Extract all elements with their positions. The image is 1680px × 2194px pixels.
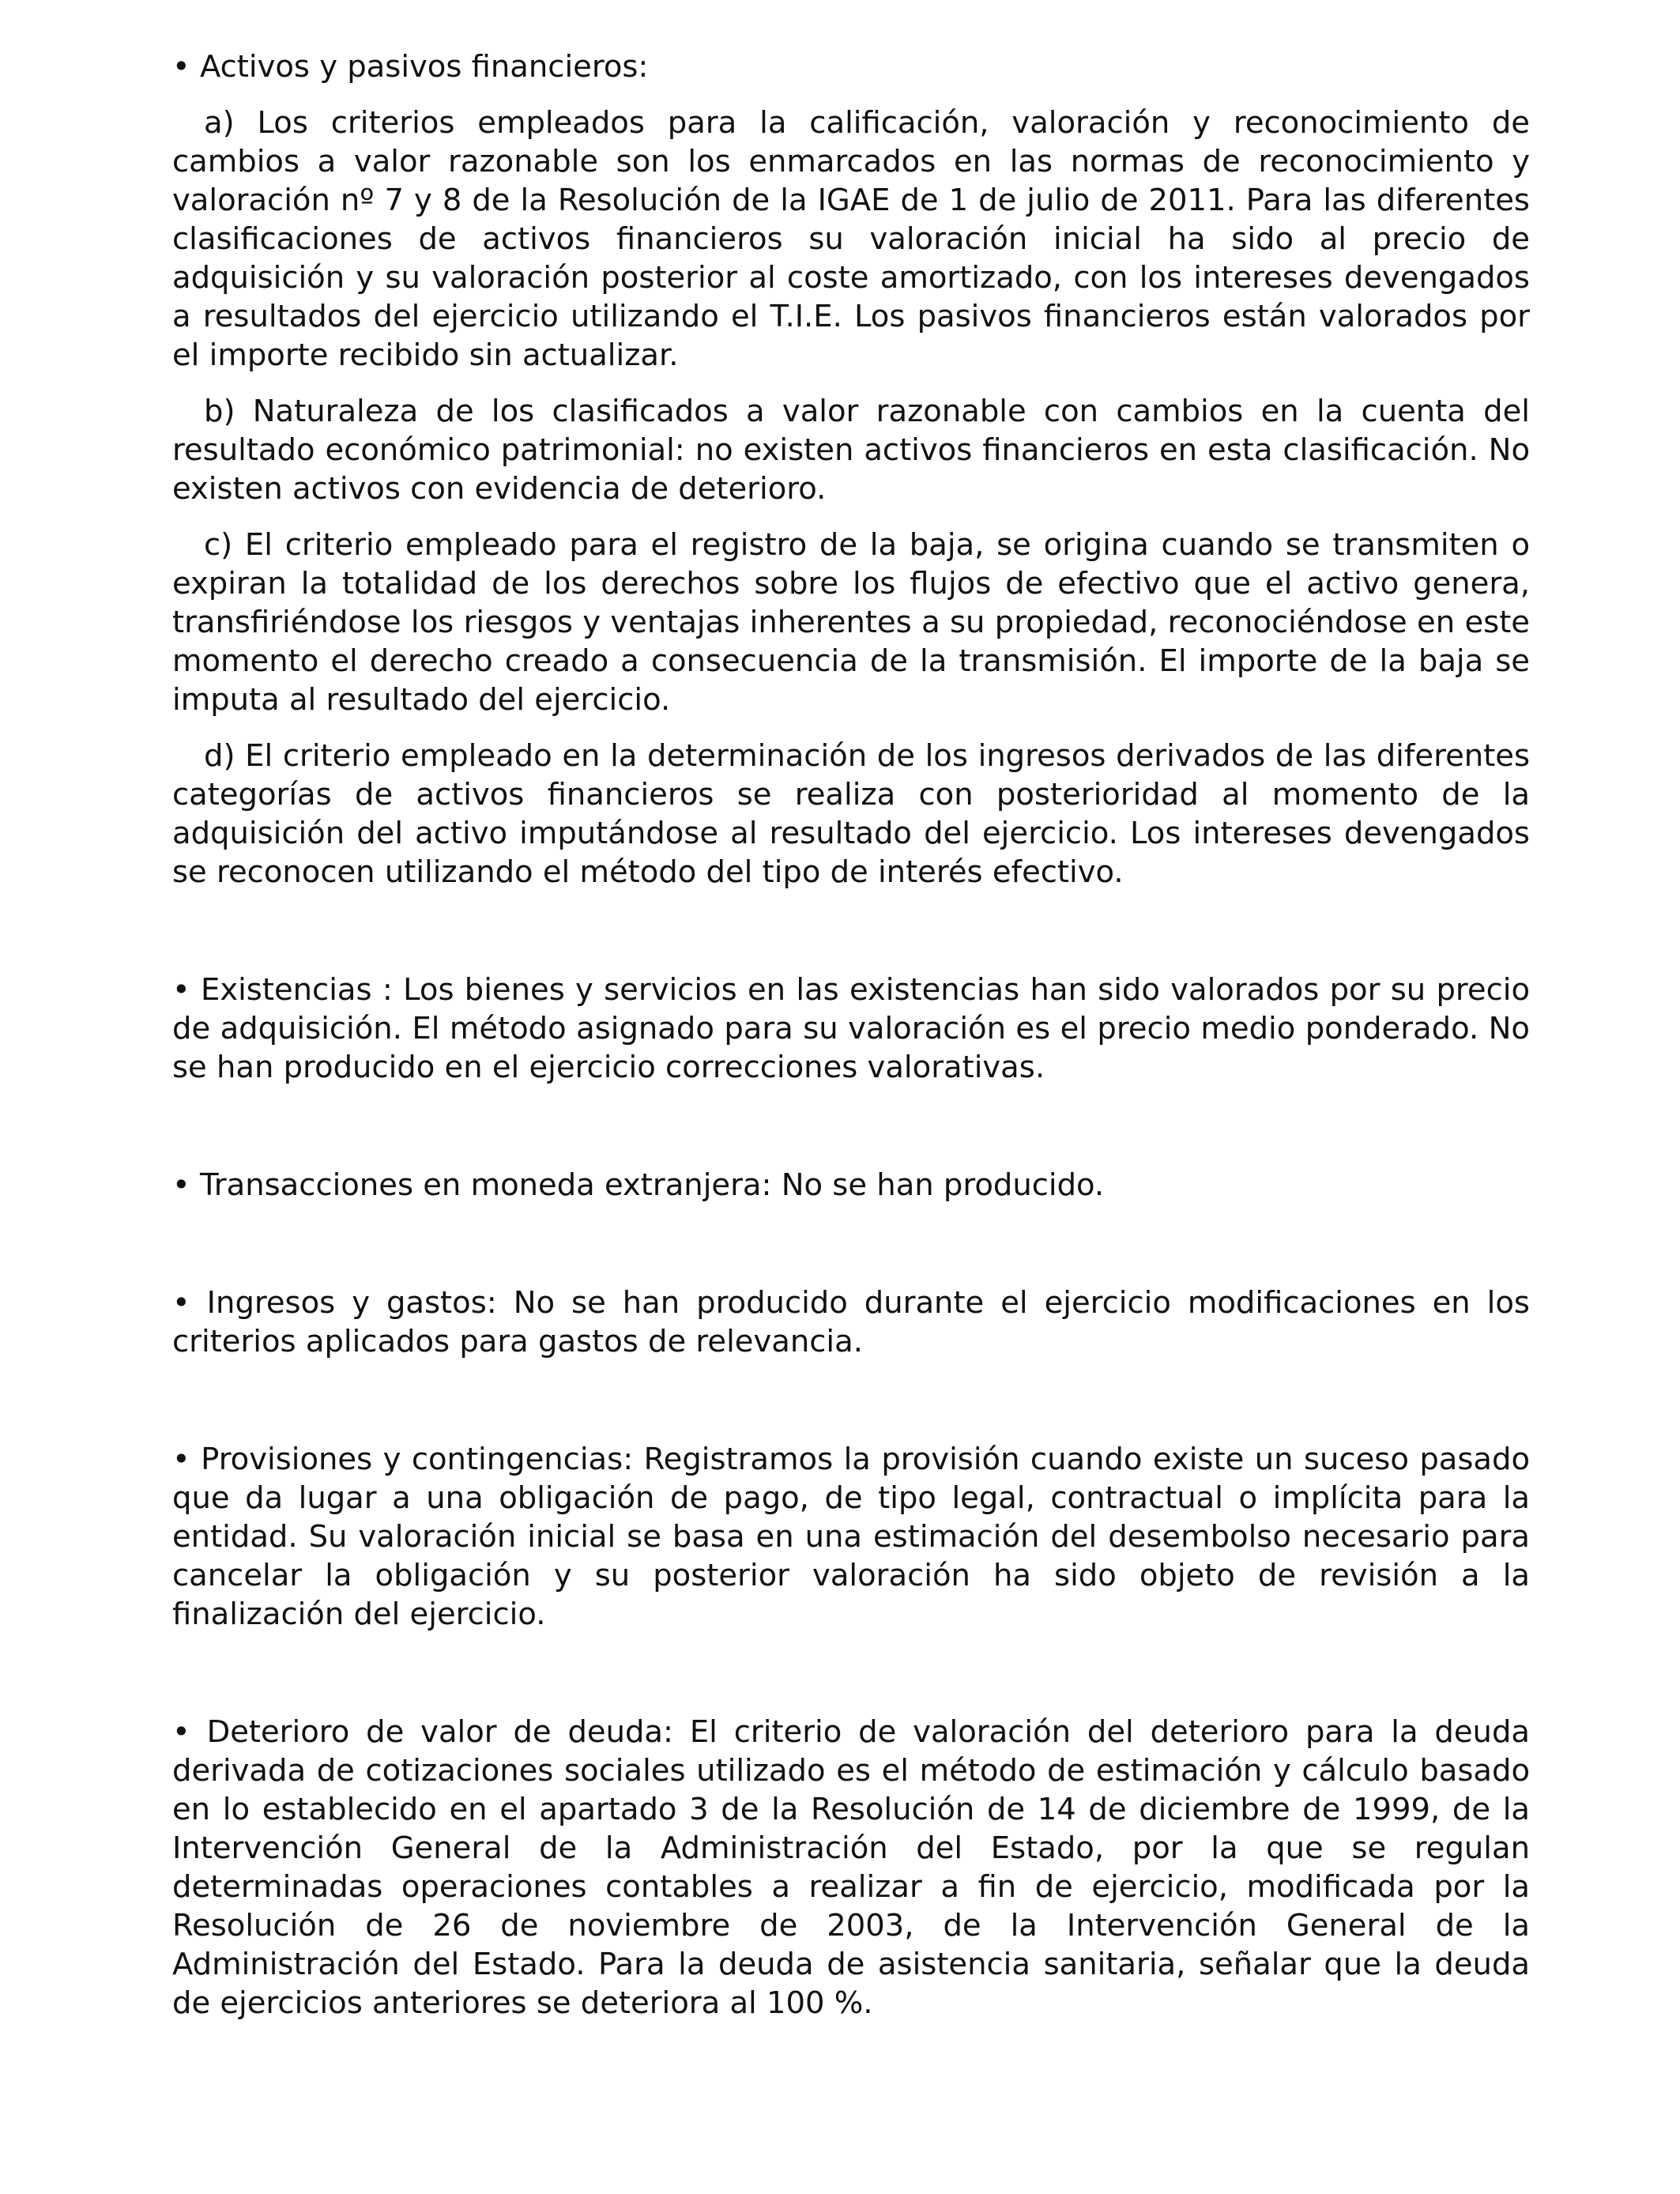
deterioro-paragraph: • Deterioro de valor de deuda: El criterio de valoración del deterioro para la deuda derivada de cotizaciones sociales utilizado es el método de estimación y cálculo basado en lo establecido en el apartado 3 de la Resolución de 14 de diciembre de 1999, de la Intervención General de la Administración del Estado, por la que se regulan determinadas operaciones contables a realizar a fin de ejercicio, modificada por la Resolución de 26 de noviembre de 2003, de la Intervención General de la Administración del Estado. Para la deuda de asistencia sanitaria, señalar que la deuda de ejercicios anteriores se deteriora al 100 %. <box>172 1714 1530 2021</box>
activos-pasivos-heading: • Activos y pasivos financieros: <box>172 49 649 85</box>
existencias-paragraph: • Existencias : Los bienes y servicios en las existencias han sido valorados por su precio de adquisición. El método asignado para su valoración es el precio medio ponderado. No se han producido en el ejercicio correcciones valorativas. <box>172 972 1530 1085</box>
activos-paragraph-c: c) El criterio empleado para el registro de la baja, se origina cuando se transmiten o expiran la totalidad de los derechos sobre los flujos de efectivo que el activo genera, transfiriéndose los riesgos y ventajas inherentes a su propiedad, reconociéndose en este momento el derecho creado a consecuencia de la transmisión. El importe de la baja se imputa al resultado del ejercicio. <box>172 527 1530 718</box>
activos-paragraph-d: d) El criterio empleado en la determinación de los ingresos derivados de las diferentes categorías de activos financieros se realiza con posterioridad al momento de la adquisición del activo imputándose al resultado del ejercicio. Los intereses devengados se reconocen utilizando el método del tipo de interés efectivo. <box>172 738 1530 890</box>
activos-paragraph-a: a) Los criterios empleados para la calificación, valoración y reconocimiento de cambios a valor razonable son los enmarcados en las normas de reconocimiento y valoración nº 7 y 8 de la Resolución de la IGAE de 1 de julio de 2011. Para las diferentes clasificaciones de activos financieros su valoración inicial ha sido al precio de adquisición y su valoración posterior al coste amortizado, con los intereses devengados a resultados del ejercicio utilizando el T.I.E. Los pasivos financieros están valorados por el importe recibido sin actualizar. <box>172 105 1530 373</box>
document-page <box>172 47 1530 2022</box>
ingresos-gastos-paragraph: • Ingresos y gastos: No se han producido durante el ejercicio modificaciones en los criterios aplicados para gastos de relevancia. <box>172 1285 1530 1359</box>
transacciones-paragraph: • Transacciones en moneda extranjera: No se han producido. <box>172 1167 1105 1203</box>
provisiones-paragraph: • Provisiones y contingencias: Registramos la provisión cuando existe un suceso pasado que da lugar a una obligación de pago, de tipo legal, contractual o implícita para la entidad. Su valoración inicial se basa en una estimación del desembolso necesario para cancelar la obligación y su posterior valoración ha sido objeto de revisión a la finalización del ejercicio. <box>172 1442 1530 1632</box>
activos-paragraph-b: b) Naturaleza de los clasificados a valor razonable con cambios en la cuenta del resultado económico patrimonial: no existen activos financieros en esta clasificación. No existen activos con evidencia de deterioro. <box>172 394 1530 507</box>
